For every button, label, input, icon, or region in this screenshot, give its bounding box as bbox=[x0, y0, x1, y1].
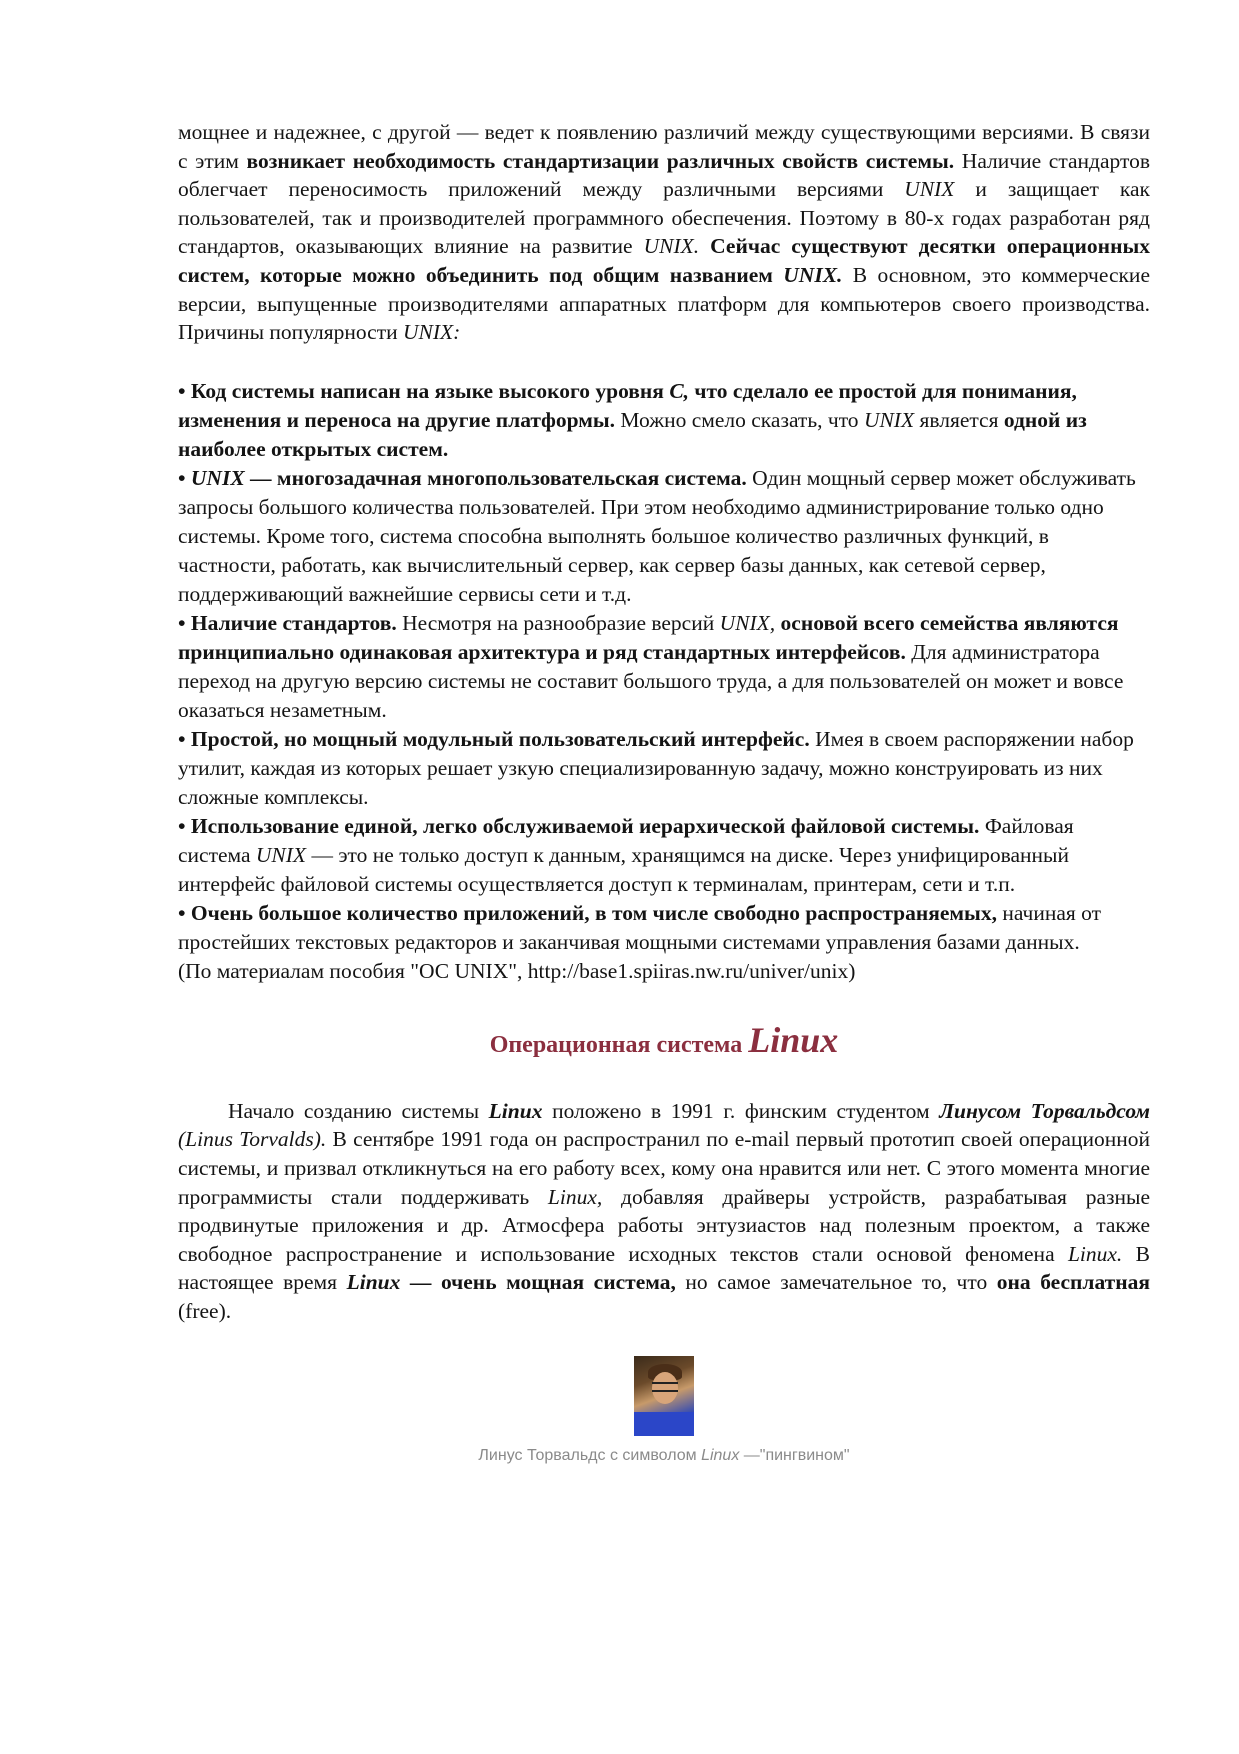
bold-run: она бесплатная bbox=[996, 1270, 1150, 1295]
page-content bbox=[178, 118, 1150, 1465]
bullet-icon: • bbox=[178, 465, 191, 490]
italic-run: UNIX bbox=[863, 407, 915, 432]
bullet-item bbox=[178, 464, 1150, 609]
bold-italic-run: UNIX bbox=[190, 465, 245, 490]
text-run: В настоящее время bbox=[178, 1241, 1150, 1295]
bullet-icon: • bbox=[178, 813, 191, 838]
portrait-shirt bbox=[634, 1412, 694, 1436]
bold-italic-run: Линусом Торвальдсом bbox=[939, 1098, 1150, 1123]
caption-text: Линус Торвальдс с символом bbox=[478, 1446, 702, 1464]
bullet-icon: • bbox=[178, 378, 191, 403]
bold-run: Код системы написан на языке высокого уровня bbox=[190, 378, 670, 403]
intro-paragraph bbox=[178, 118, 1150, 347]
bold-run: возникает необходимость стандартизации различных свойств системы. bbox=[246, 148, 955, 173]
bold-italic-run: C, bbox=[669, 378, 690, 403]
bold-run: — очень мощная система, bbox=[400, 1270, 676, 1295]
bold-run: Очень большое количество приложений, в том числе свободно распространяемых, bbox=[190, 900, 997, 925]
text-run: Один мощный сервер может обслуживать запросы большого количества пользователей. При этом необходимо администрирование только одно системы. Кроме того, система способна выполнять большое количество различных функций, в частности, работать, как вычислительный сервер, как сервер базы данных, как сетевой сервер, поддерживающий важнейшие сервисы сети и т.д. bbox=[178, 465, 1136, 606]
bold-run: основой всего семейства являются принципиально одинаковая архитектура и ряд стандартных интерфейсов. bbox=[178, 610, 1119, 664]
italic-run: UNIX. bbox=[643, 234, 700, 259]
bullet-item bbox=[178, 377, 1150, 464]
bold-italic-run: UNIX. bbox=[783, 262, 843, 287]
bold-italic-run: Linux bbox=[488, 1098, 543, 1123]
text-run: Можно смело сказать, что bbox=[615, 407, 864, 432]
text-run bbox=[699, 234, 710, 258]
bold-run: Простой, но мощный модульный пользовательский интерфейс. bbox=[190, 726, 810, 751]
text-run: мощнее и надежнее, с другой — ведет к появлению различий между существующими версиями. В связи с этим bbox=[178, 120, 1150, 173]
text-run: начиная от простейших текстовых редакторов и заканчивая мощными системами управления базами данных. bbox=[178, 900, 1102, 954]
bullet-list bbox=[178, 377, 1150, 986]
text-run: Начало созданию системы bbox=[228, 1098, 489, 1123]
linux-paragraph bbox=[178, 1097, 1150, 1326]
bullet-item bbox=[178, 899, 1150, 957]
text-run: Наличие стандартов облегчает переносимость приложений между различными версиями bbox=[178, 148, 1150, 202]
bold-run: — многозадачная многопользовательская система. bbox=[244, 465, 747, 490]
caption-italic: Linux bbox=[701, 1446, 740, 1464]
text-run: Имея в своем распоряжении набор утилит, каждая из которых решает узкую специализированную задачу, можно конструировать из них сложные комплексы. bbox=[178, 726, 1134, 809]
text-run: Для администратора переход на другую версию системы не составит большого труда, а для пользователей он может и вовсе оказаться незаметным. bbox=[178, 639, 1124, 722]
bold-run: что сделало ее простой для понимания, изменения и переноса на другие платформы. bbox=[178, 378, 1077, 432]
heading-linux: Linux bbox=[748, 1019, 839, 1060]
bullet-icon: • bbox=[178, 610, 191, 635]
portrait-glasses bbox=[652, 1382, 678, 1392]
figure bbox=[178, 1356, 1150, 1465]
source-note: (По материалам пособия "ОС UNIX", http://base1.spiiras.nw.ru/univer/unix) bbox=[178, 958, 856, 983]
heading-text: Операционная система bbox=[489, 1031, 749, 1058]
bold-run: одной из наиболее открытых систем. bbox=[178, 407, 1087, 461]
text-run: В сентябре 1991 года он распространил по e-mail первый прототип своей операционной системы, и призвал откликнуться на его работу всех, кому она нравится или нет. С этого момента многие программисты стали поддерживать bbox=[178, 1127, 1150, 1209]
text-run: (free). bbox=[178, 1298, 232, 1323]
italic-run: UNIX bbox=[904, 177, 955, 202]
caption-text: —"пингвином" bbox=[739, 1446, 850, 1464]
text-run: Файловая система bbox=[178, 813, 1074, 867]
bold-run: Наличие стандартов. bbox=[190, 610, 397, 635]
italic-run: Linux, bbox=[547, 1184, 603, 1209]
text-run: и защищает как пользователей, так и производителей программного обеспечения. Поэтому в 80-х годах разработан ряд стандартов, оказывающих влияние на развитие bbox=[178, 177, 1150, 259]
bold-run: Сейчас существуют десятки операционных систем, которые можно объединить под общим названием bbox=[178, 234, 1150, 287]
text-run: Несмотря на разнообразие версий bbox=[396, 610, 720, 635]
section-heading bbox=[178, 1018, 1150, 1067]
italic-run: Linux. bbox=[1067, 1241, 1123, 1266]
italic-run: UNIX: bbox=[402, 320, 461, 345]
text-run: — это не только доступ к данным, хранящимся на диске. Через унифицированный интерфейс файловой системы осуществляется доступ к терминалам, принтерам, сети и т.п. bbox=[178, 842, 1069, 896]
bold-run: Использование единой, легко обслуживаемой иерархической файловой системы. bbox=[190, 813, 980, 838]
bullet-item bbox=[178, 725, 1150, 812]
bullet-icon: • bbox=[178, 900, 191, 925]
text-run: но самое замечательное то, что bbox=[675, 1270, 997, 1295]
text-run: положено в 1991 г. финским студентом bbox=[542, 1098, 940, 1123]
bold-italic-run: Linux bbox=[346, 1270, 401, 1295]
bullet-item bbox=[178, 812, 1150, 899]
text-run: добавляя драйверы устройств, разрабатывая разные продвинутые приложения и др. Атмосфера работы энтузиастов над полезным проектом, а также свободное распространение и использование исходных текстов стали основой феномена bbox=[178, 1184, 1150, 1266]
bullet-icon: • bbox=[178, 726, 191, 751]
text-run: В основном, это коммерческие версии, выпущенные производителями аппаратных платформ для компьютеров своего производства. Причины популярности bbox=[178, 262, 1150, 345]
text-run: является bbox=[914, 407, 1004, 432]
italic-run: UNIX bbox=[255, 842, 307, 867]
italic-run: (Linus Torvalds). bbox=[178, 1127, 327, 1152]
italic-run: UNIX, bbox=[719, 610, 776, 635]
portrait-photo bbox=[634, 1356, 694, 1436]
bullet-item bbox=[178, 609, 1150, 725]
figure-caption bbox=[178, 1447, 1150, 1465]
